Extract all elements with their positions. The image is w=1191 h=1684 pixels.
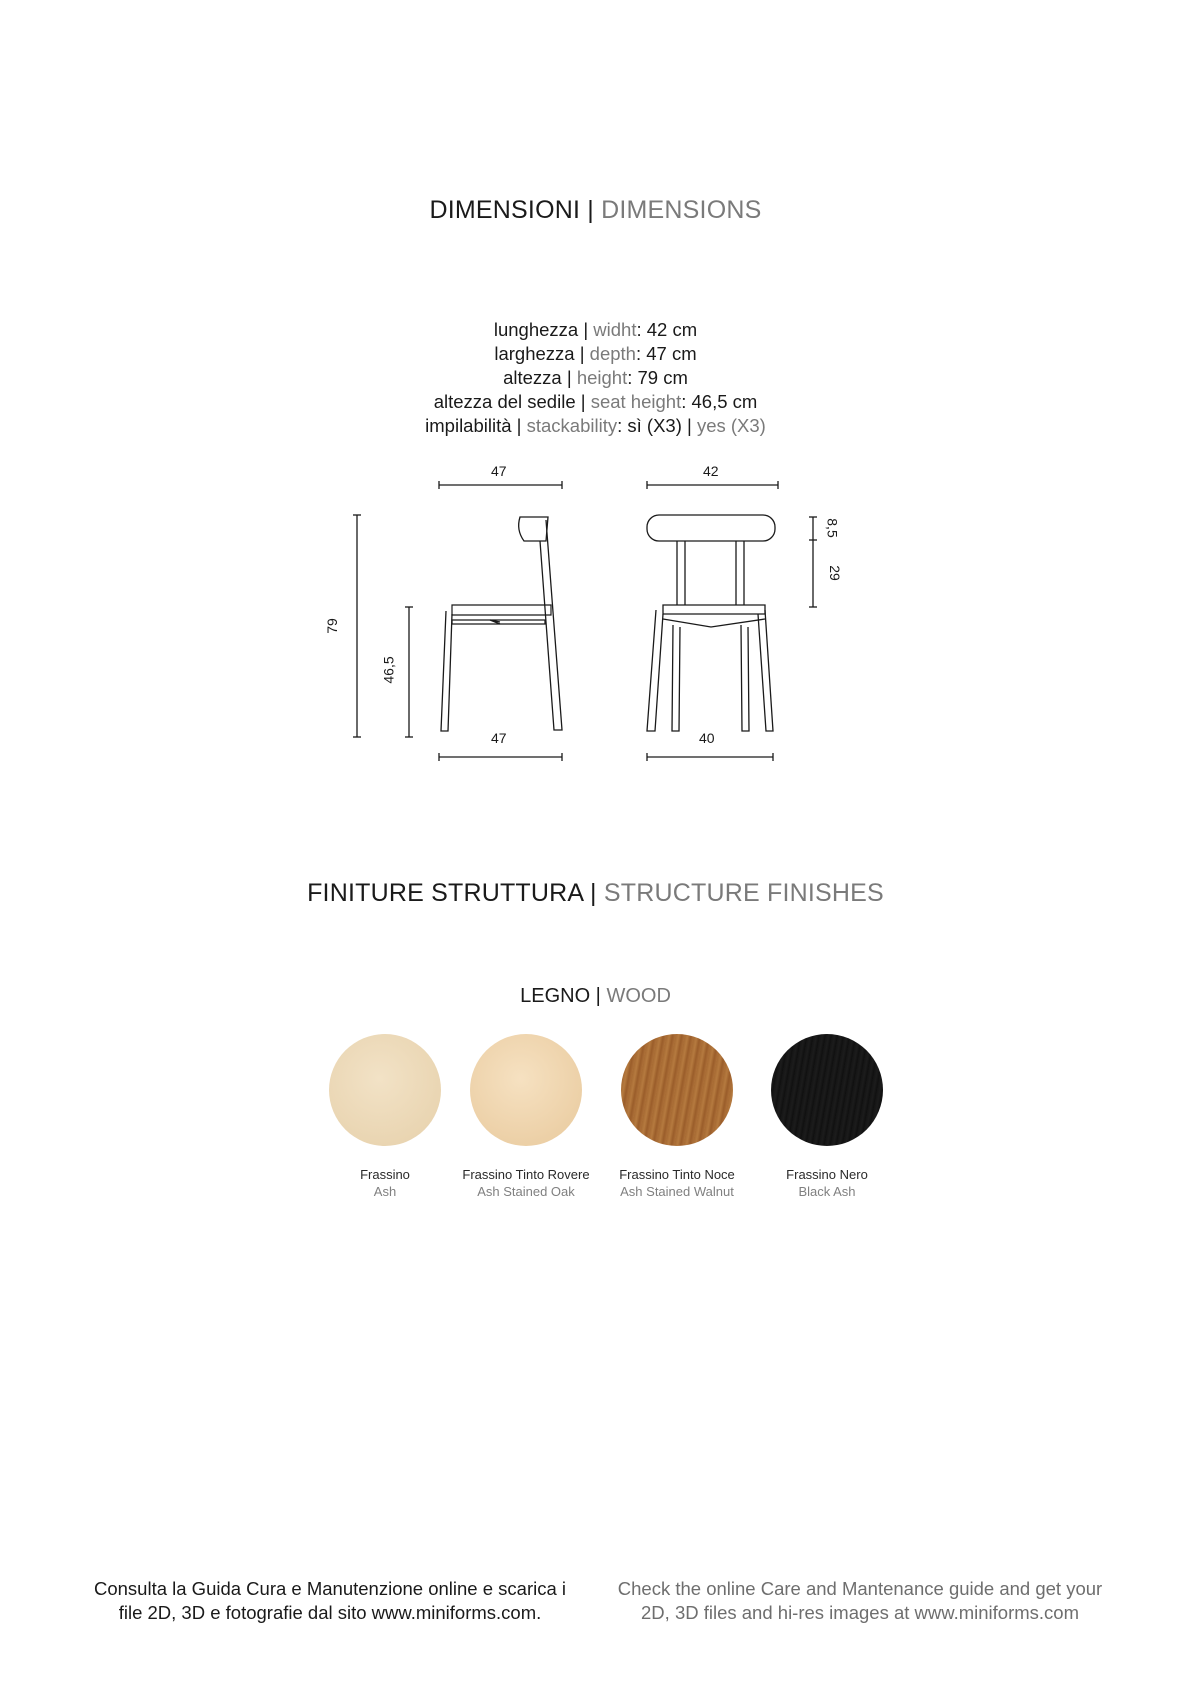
wood-swatch [329, 1034, 441, 1146]
footer-italian [70, 1577, 590, 1625]
spec-label-en: height [576, 367, 628, 388]
spec-label-en: seat height [590, 391, 682, 412]
dimensions-title-en: DIMENSIONS [601, 196, 762, 224]
spec-label-it: altezza | [503, 367, 572, 388]
swatch-name: Frassino Tinto Noce [619, 1167, 735, 1182]
finishes-heading [0, 879, 1191, 908]
spec-label-en: stackability [526, 415, 618, 436]
spec-value: : 47 cm [635, 343, 697, 364]
spec-value: : sì (X3) | [617, 415, 692, 436]
swatch-name: Frassino [360, 1167, 410, 1182]
swatch-name-en: Ash [373, 1184, 397, 1199]
swatch-ash [307, 1034, 463, 1200]
spec-label-it: lunghezza | [493, 319, 589, 340]
back-gap-label: 29 [826, 565, 843, 581]
spec-label-en: depth [589, 343, 636, 364]
spec-label-it: impilabilità | [425, 415, 522, 436]
wood-title-en: WOOD [606, 985, 671, 1007]
footer-it-line: file 2D, 3D e fotografie dal sito www.miniforms.com. [118, 1602, 542, 1623]
backrest-height-label: 8,5 [824, 518, 841, 538]
side-bottom-dimension-line [439, 753, 562, 761]
spec-value: : 46,5 cm [681, 391, 758, 412]
finishes-title-it: FINITURE STRUTTURA | [307, 879, 597, 907]
back-dimension-line [809, 517, 817, 607]
front-top-label: 42 [703, 463, 719, 479]
spec-value: : 42 cm [636, 319, 698, 340]
spec-value: : 79 cm [627, 367, 688, 388]
spec-label-it: altezza del sedile | [433, 391, 586, 412]
total-height-label: 79 [323, 618, 340, 634]
dimensions-title-it: DIMENSIONI | [429, 196, 594, 224]
swatch-ash-stained-walnut [599, 1034, 755, 1200]
swatch-black-ash [749, 1034, 905, 1200]
wood-swatch [621, 1034, 733, 1146]
side-top-label: 47 [491, 463, 507, 479]
front-top-dimension-line [647, 481, 778, 489]
finishes-title-en: STRUCTURE FINISHES [603, 879, 884, 907]
side-top-dimension-line [439, 481, 562, 489]
chair-side-view [441, 517, 562, 731]
spec-value-en: yes (X3) [696, 415, 766, 436]
seat-height-label: 46,5 [380, 656, 397, 684]
front-bottom-label: 40 [699, 730, 715, 746]
chair-front-view [647, 515, 775, 731]
footer-it-line: Consulta la Guida Cura e Manutenzione online e scarica i [93, 1578, 567, 1599]
wood-swatch [470, 1034, 582, 1146]
footer-en-line: Check the online Care and Mantenance guide and get your [617, 1578, 1103, 1599]
spec-label-en: widht [593, 319, 637, 340]
swatch-name: Frassino Nero [786, 1167, 868, 1182]
wood-heading [0, 985, 1191, 1008]
swatch-ash-stained-oak [448, 1034, 604, 1200]
total-height-dimension-line [353, 515, 361, 737]
chair-technical-drawing [0, 0, 1191, 800]
wood-title-it: LEGNO | [520, 985, 601, 1007]
swatch-name: Frassino Tinto Rovere [462, 1167, 590, 1182]
swatch-name-en: Black Ash [798, 1184, 856, 1199]
front-bottom-dimension-line [647, 753, 773, 761]
footer-en-line: 2D, 3D files and hi-res images at www.miniforms.com [641, 1602, 1079, 1623]
spec-label-it: larghezza | [494, 343, 585, 364]
side-bottom-label: 47 [491, 730, 507, 746]
swatch-name-en: Ash Stained Oak [477, 1184, 575, 1199]
seat-height-dimension-line [405, 607, 413, 737]
footer-english [600, 1577, 1120, 1625]
wood-swatch [771, 1034, 883, 1146]
swatch-name-en: Ash Stained Walnut [620, 1184, 734, 1199]
